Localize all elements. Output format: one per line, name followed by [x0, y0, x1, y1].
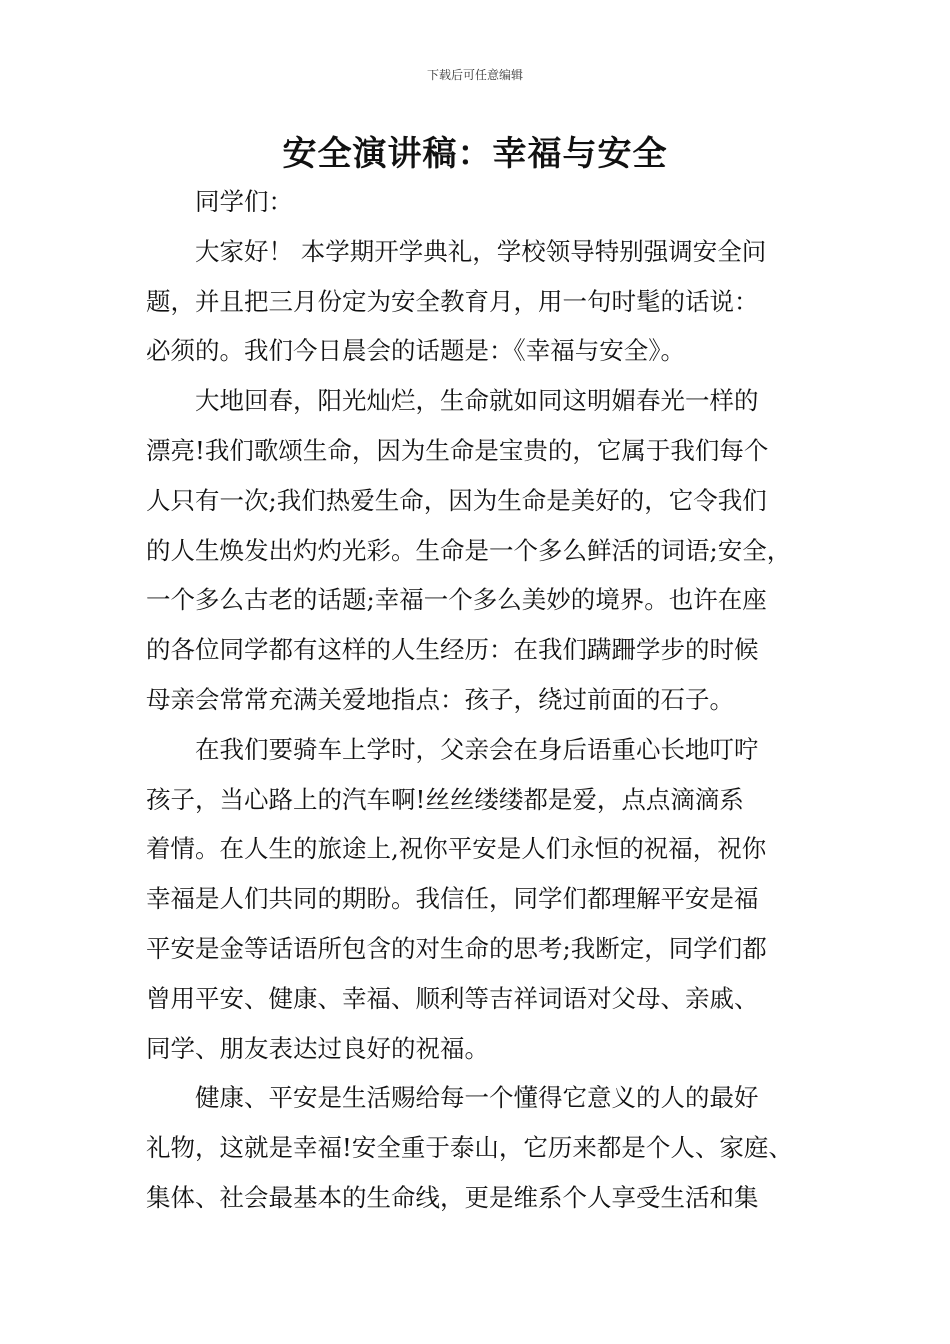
body-line: 同学、朋友表达过良好的祝福。: [146, 1033, 489, 1063]
body-line: 的人生焕发出灼灼光彩。生命是一个多么鲜活的词语;安全，: [146, 535, 792, 565]
body-line: 大地回春，阳光灿烂，生命就如同这明媚春光一样的: [146, 386, 759, 416]
body-line: 一个多么古老的话题;幸福一个多么美妙的境界。也许在座: [146, 585, 767, 615]
body-line: 礼物，这就是幸福!安全重于泰山，它历来都是个人、家庭、: [146, 1133, 793, 1163]
body-line: 集体、社会最基本的生命线，更是维系个人享受生活和集: [146, 1182, 759, 1212]
body-line: 幸福是人们共同的期盼。我信任，同学们都理解平安是福: [146, 884, 759, 914]
body-line: 孩子，当心路上的汽车啊!丝丝缕缕都是爱，点点滴滴系: [146, 784, 744, 814]
body-line: 母亲会常常充满关爱地指点：孩子，绕过前面的石子。: [146, 684, 734, 714]
body-line: 同学们：: [146, 187, 293, 216]
body-line: 必须的。我们今日晨会的话题是：《幸福与安全》。: [146, 336, 685, 366]
body-line: 着情。在人生的旅途上,祝你平安是人们永恒的祝福，祝你: [146, 834, 767, 864]
body-line: 题，并且把三月份定为安全教育月，用一句时髦的话说：: [146, 286, 759, 316]
document-title: 安全演讲稿：幸福与安全: [282, 134, 668, 174]
body-line: 在我们要骑车上学时，父亲会在身后语重心长地叮咛: [146, 734, 759, 764]
header-note: 下载后可任意编辑: [426, 68, 523, 82]
body-line: 大家好！ 本学期开学典礼，学校领导特别强调安全问: [146, 236, 767, 266]
body-line: 健康、平安是生活赐给每一个懂得它意义的人的最好: [146, 1083, 759, 1113]
body-line: 曾用平安、健康、幸福、顺利等吉祥词语对父母、亲戚、: [146, 983, 759, 1013]
body-line: 漂亮!我们歌颂生命，因为生命是宝贵的，它属于我们每个: [146, 435, 769, 465]
document-body: [146, 177, 826, 1223]
body-line: 人只有一次;我们热爱生命，因为生命是美好的，它令我们: [146, 485, 767, 515]
body-line: 平安是金等话语所包含的对生命的思考;我断定，同学们都: [146, 933, 767, 963]
body-line: 的各位同学都有这样的人生经历：在我们蹒跚学步的时候: [146, 635, 759, 665]
